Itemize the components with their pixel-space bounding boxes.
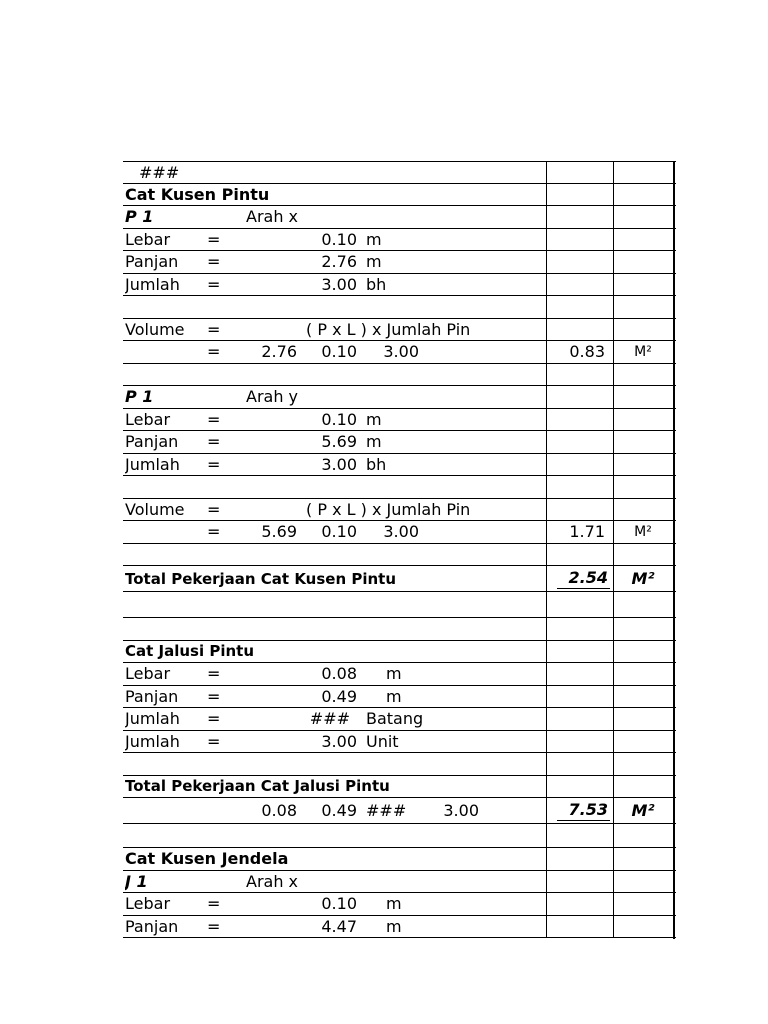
cell-text: Unit: [366, 731, 399, 751]
column-divider: [546, 162, 547, 183]
cell-text: M²: [631, 801, 655, 820]
sheet-cell: [207, 341, 227, 363]
sheet-cell: [207, 274, 227, 296]
sheet-cell: [306, 499, 536, 521]
column-divider: [546, 454, 547, 476]
cell-text: m: [366, 229, 382, 249]
sheet-cell: [293, 521, 357, 543]
column-divider: [613, 319, 614, 341]
column-divider: [613, 296, 614, 318]
cell-text: Volume: [125, 319, 185, 339]
sheet-row: [123, 686, 676, 709]
sheet-cell: [613, 566, 673, 591]
cell-text: 0.08: [321, 664, 357, 684]
sheet-cell: [233, 341, 297, 363]
cell-text: =: [207, 229, 221, 249]
sheet-row: [123, 161, 676, 184]
column-divider: [613, 251, 614, 273]
column-divider: [613, 916, 614, 938]
sheet-cell: [125, 499, 185, 521]
column-divider: [613, 386, 614, 408]
sheet-cell: [293, 686, 357, 708]
sheet-row: [123, 364, 676, 387]
sheet-row: [123, 206, 676, 229]
cell-text: 3.00: [321, 454, 357, 474]
sheet-right-border: [673, 161, 675, 939]
cell-text: Jumlah: [125, 274, 180, 294]
sheet-cell: [293, 431, 357, 453]
sheet-cell: [613, 521, 673, 543]
column-divider: [613, 618, 614, 640]
cell-text: 2.54: [557, 568, 610, 589]
cell-text: 2.76: [321, 252, 357, 272]
cell-text: Cat Kusen Pintu: [125, 184, 270, 204]
sheet-row: [123, 319, 676, 342]
sheet-cell: [125, 431, 187, 453]
cell-text: Jumlah: [125, 454, 180, 474]
column-divider: [613, 641, 614, 663]
sheet-cell: [293, 229, 357, 251]
cell-text: Panjan: [125, 686, 179, 706]
cell-text: 0.08: [261, 801, 297, 820]
column-divider: [546, 871, 547, 893]
sheet-row: [123, 893, 676, 916]
column-divider: [546, 916, 547, 938]
cell-text: =: [207, 894, 221, 914]
sheet-row: [123, 386, 676, 409]
sheet-cell: [125, 708, 187, 730]
sheet-cell: [125, 274, 187, 296]
column-divider: [546, 431, 547, 453]
sheet-cell: [125, 409, 185, 431]
cell-text: Lebar: [125, 409, 171, 429]
column-divider: [546, 663, 547, 685]
sheet-cell: [293, 893, 357, 915]
sheet-row: [123, 521, 676, 544]
cell-text: 4.47: [321, 916, 357, 936]
cell-text: 0.83: [569, 342, 605, 362]
sheet-row: [123, 663, 676, 686]
sheet-cell: [293, 708, 350, 730]
sheet-cell: [233, 521, 297, 543]
cell-text: ( P x L ) x Jumlah Pin: [306, 499, 471, 519]
cell-text: M²: [634, 523, 652, 540]
sheet-cell: [207, 663, 227, 685]
cell-text: 0.10: [321, 409, 357, 429]
sheet-row: [123, 871, 676, 894]
sheet-row: [123, 916, 676, 939]
column-divider: [613, 592, 614, 617]
sheet-cell: [125, 848, 425, 870]
cell-text: =: [207, 274, 221, 294]
cell-text: Lebar: [125, 894, 171, 914]
sheet-cell: [207, 229, 227, 251]
column-divider: [546, 386, 547, 408]
sheet-cell: [246, 871, 326, 893]
column-divider: [613, 776, 614, 798]
sheet-row: [123, 848, 676, 871]
column-divider: [546, 364, 547, 386]
sheet-cell: [207, 708, 227, 730]
cell-text: =: [207, 664, 221, 684]
cell-text: =: [207, 454, 221, 474]
sheet-row: [123, 499, 676, 522]
sheet-cell: [423, 798, 479, 823]
cell-text: =: [207, 252, 221, 272]
column-divider: [546, 848, 547, 870]
column-divider: [613, 431, 614, 453]
column-divider: [613, 848, 614, 870]
cell-text: =: [207, 319, 221, 339]
cell-text: =: [207, 499, 221, 519]
cell-text: M²: [631, 569, 655, 588]
column-divider: [613, 824, 614, 847]
column-divider: [546, 641, 547, 663]
column-divider: [546, 319, 547, 341]
cell-text: P 1: [125, 387, 154, 407]
cell-text: P 1: [125, 207, 154, 227]
sheet-row: [123, 409, 676, 432]
column-divider: [613, 454, 614, 476]
sheet-cell: [293, 731, 357, 753]
sheet-cell: [125, 229, 185, 251]
sheet-cell: [386, 686, 416, 708]
column-divider: [613, 499, 614, 521]
cell-text: Panjan: [125, 916, 179, 936]
sheet-cell: [125, 566, 525, 591]
cell-text: 0.10: [321, 522, 357, 542]
sheet-row: [123, 229, 676, 252]
column-divider: [546, 251, 547, 273]
cell-text: m: [366, 252, 382, 272]
sheet-cell: [125, 184, 425, 206]
sheet-row: [123, 708, 676, 731]
sheet-cell: [207, 916, 227, 938]
cell-text: 5.69: [321, 432, 357, 452]
sheet-cell: [386, 663, 416, 685]
sheet-cell: [246, 386, 326, 408]
cell-text: 0.49: [321, 801, 357, 820]
cell-text: =: [207, 342, 221, 362]
sheet-cell: [613, 341, 673, 363]
column-divider: [613, 476, 614, 498]
column-divider: [546, 753, 547, 775]
sheet-cell: [293, 663, 357, 685]
cell-text: Volume: [125, 499, 185, 519]
sheet-cell: [125, 206, 185, 228]
sheet-cell: [366, 454, 396, 476]
sheet-cell: [386, 916, 416, 938]
cell-text: Arah y: [246, 387, 299, 407]
sheet-cell: [366, 274, 396, 296]
sheet-cell: [366, 731, 426, 753]
cell-text: =: [207, 916, 221, 936]
cell-text: =: [207, 731, 221, 751]
column-divider: [613, 663, 614, 685]
sheet-cell: [125, 776, 525, 798]
cell-text: M²: [634, 343, 652, 360]
cell-text: 1.71: [569, 522, 605, 542]
sheet-row: [123, 731, 676, 754]
cell-text: Arah x: [246, 207, 299, 227]
sheet-cell: [366, 431, 396, 453]
sheet-row: [123, 776, 676, 799]
cell-text: J 1: [125, 871, 148, 891]
sheet-row: [123, 454, 676, 477]
column-divider: [613, 871, 614, 893]
cell-text: 2.76: [261, 342, 297, 362]
sheet-cell: [125, 454, 187, 476]
column-divider: [613, 206, 614, 228]
sheet-cell: [125, 663, 185, 685]
cell-text: 3.00: [443, 801, 479, 820]
cell-text: Total Pekerjaan Cat Jalusi Pintu: [125, 777, 390, 796]
sheet-row: [123, 618, 676, 641]
sheet-cell: [125, 731, 187, 753]
cell-text: =: [207, 432, 221, 452]
sheet-cell: [207, 409, 227, 431]
cell-text: 7.53: [557, 800, 610, 821]
sheet-cell: [207, 499, 227, 521]
sheet-cell: [547, 521, 605, 543]
sheet-cell: [366, 251, 396, 273]
cell-text: 0.10: [321, 894, 357, 914]
cell-text: Cat Jalusi Pintu: [125, 642, 255, 661]
cell-text: 0.10: [321, 342, 357, 362]
sheet-cell: [366, 229, 396, 251]
column-divider: [546, 544, 547, 566]
column-divider: [546, 184, 547, 206]
cell-text: m: [386, 916, 402, 936]
column-divider: [546, 708, 547, 730]
sheet-cell: [293, 341, 357, 363]
sheet-cell: [125, 871, 185, 893]
sheet-cell: [293, 274, 357, 296]
cell-text: 5.69: [261, 522, 297, 542]
cell-text: ( P x L ) x Jumlah Pin: [306, 319, 471, 339]
sheet-cell: [207, 251, 227, 273]
sheet-row: [123, 641, 676, 664]
sheet-cell: [293, 409, 357, 431]
sheet-cell: [207, 893, 227, 915]
cell-text: m: [366, 432, 382, 452]
column-divider: [613, 544, 614, 566]
sheet-cell: [366, 409, 396, 431]
sheet-cell: [125, 319, 185, 341]
cell-text: =: [207, 522, 221, 542]
cell-text: Batang: [366, 709, 424, 729]
cell-text: Panjan: [125, 252, 179, 272]
sheet-cell: [293, 916, 357, 938]
column-divider: [613, 229, 614, 251]
sheet-cell: [207, 521, 227, 543]
column-divider: [546, 499, 547, 521]
sheet-cell: [125, 251, 187, 273]
sheet-row: [123, 341, 676, 364]
sheet-row: [123, 798, 676, 824]
sheet-row: [123, 251, 676, 274]
column-divider: [613, 162, 614, 183]
cell-text: 0.10: [321, 229, 357, 249]
sheet-cell: [547, 798, 610, 823]
sheet-cell: [293, 251, 357, 273]
sheet-cell: [207, 319, 227, 341]
cell-text: Panjan: [125, 432, 179, 452]
sheet-row: [123, 184, 676, 207]
column-divider: [613, 184, 614, 206]
cell-text: =: [207, 686, 221, 706]
sheet-cell: [207, 686, 227, 708]
column-divider: [613, 274, 614, 296]
sheet-row: [123, 566, 676, 592]
column-divider: [546, 686, 547, 708]
column-divider: [613, 364, 614, 386]
cell-text: Cat Kusen Jendela: [125, 849, 289, 869]
cell-text: ###: [139, 162, 180, 182]
column-divider: [546, 296, 547, 318]
column-divider: [613, 753, 614, 775]
column-divider: [613, 893, 614, 915]
column-divider: [613, 731, 614, 753]
cell-text: 0.49: [321, 686, 357, 706]
cell-text: =: [207, 709, 221, 729]
column-divider: [613, 708, 614, 730]
spreadsheet: [123, 161, 676, 938]
cell-text: 3.00: [321, 731, 357, 751]
cell-text: ###: [366, 801, 407, 820]
cell-text: ###: [309, 709, 350, 729]
sheet-cell: [293, 454, 357, 476]
sheet-row: [123, 274, 676, 297]
column-divider: [546, 274, 547, 296]
cell-text: Arah x: [246, 871, 299, 891]
sheet-cell: [233, 798, 297, 823]
column-divider: [613, 409, 614, 431]
column-divider: [546, 206, 547, 228]
sheet-cell: [293, 798, 357, 823]
cell-text: Lebar: [125, 664, 171, 684]
sheet-cell: [125, 686, 187, 708]
cell-text: 3.00: [321, 274, 357, 294]
column-divider: [546, 592, 547, 617]
column-divider: [613, 686, 614, 708]
sheet-row: [123, 431, 676, 454]
cell-text: Jumlah: [125, 731, 180, 751]
sheet-cell: [125, 641, 425, 663]
cell-text: m: [386, 686, 402, 706]
column-divider: [546, 618, 547, 640]
cell-text: Jumlah: [125, 709, 180, 729]
column-divider: [546, 824, 547, 847]
sheet-cell: [139, 162, 199, 183]
cell-text: 3.00: [383, 522, 419, 542]
sheet-cell: [207, 431, 227, 453]
sheet-row: [123, 753, 676, 776]
sheet-row: [123, 592, 676, 618]
column-divider: [546, 776, 547, 798]
cell-text: Lebar: [125, 229, 171, 249]
sheet-row: [123, 824, 676, 848]
cell-text: m: [386, 664, 402, 684]
sheet-cell: [306, 319, 536, 341]
column-divider: [546, 893, 547, 915]
sheet-cell: [613, 798, 673, 823]
cell-text: m: [366, 409, 382, 429]
cell-text: bh: [366, 274, 387, 294]
sheet-cell: [547, 566, 610, 591]
sheet-cell: [547, 341, 605, 363]
sheet-cell: [366, 708, 446, 730]
sheet-cell: [386, 893, 416, 915]
column-divider: [546, 476, 547, 498]
column-divider: [546, 229, 547, 251]
sheet-cell: [125, 893, 185, 915]
column-divider: [546, 409, 547, 431]
sheet-cell: [366, 798, 416, 823]
sheet-row: [123, 476, 676, 499]
sheet-cell: [125, 916, 187, 938]
column-divider: [546, 731, 547, 753]
cell-text: =: [207, 409, 221, 429]
sheet-cell: [125, 386, 185, 408]
cell-text: 3.00: [383, 342, 419, 362]
sheet-cell: [207, 731, 227, 753]
sheet-row: [123, 544, 676, 567]
sheet-cell: [353, 521, 419, 543]
cell-text: m: [386, 894, 402, 914]
sheet-row: [123, 296, 676, 319]
cell-text: Total Pekerjaan Cat Kusen Pintu: [125, 569, 397, 588]
sheet-cell: [246, 206, 326, 228]
sheet-cell: [353, 341, 419, 363]
cell-text: bh: [366, 454, 387, 474]
sheet-cell: [207, 454, 227, 476]
